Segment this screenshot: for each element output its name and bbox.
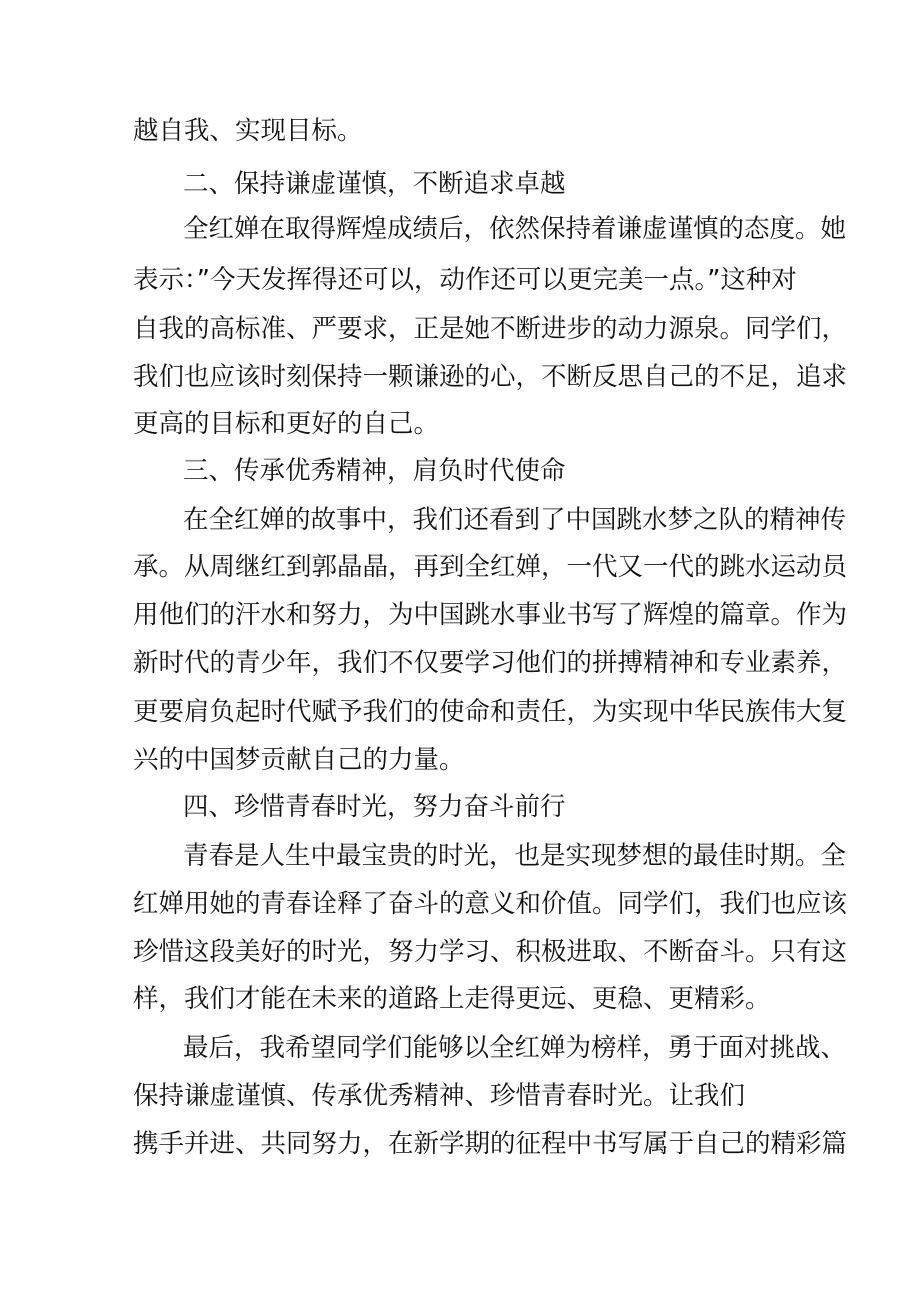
paragraph-line: 我们也应该时刻保持一颗谦逊的心，不断反思自己的不足，追求 <box>133 362 848 392</box>
paragraph-line: 最后，我希望同学们能够以全红婵为榜样，勇于面对挑战、 <box>183 1033 847 1063</box>
paragraph-line: 样，我们才能在未来的道路上走得更远、更稳、更精彩。 <box>133 984 771 1014</box>
paragraph-line: 表示：”今天发挥得还可以，动作还可以更完美一点。”这种对 <box>133 265 797 295</box>
paragraph-line: 珍惜这段美好的时光，努力学习、积极进取、不断奋斗。只有这 <box>133 937 848 967</box>
paragraph-line: 承。从周继红到郭晶晶，再到全红婵，一代又一代的跳水运动员 <box>133 552 848 582</box>
section-heading-2: 二、保持谦虚谨慎，不断追求卓越 <box>183 169 566 199</box>
paragraph-line: 兴的中国梦贡献自己的力量。 <box>133 745 465 775</box>
paragraph-line: 越自我、实现目标。 <box>133 116 363 146</box>
paragraph-line: 保持谦虚谨慎、传承优秀精神、珍惜青春时光。让我们 <box>133 1081 746 1111</box>
paragraph-line: 更要肩负起时代赋予我们的使命和责任，为实现中华民族伟大复 <box>133 697 848 727</box>
paragraph-line: 红婵用她的青春诠释了奋斗的意义和价值。同学们，我们也应该 <box>133 889 848 919</box>
paragraph-line: 全红婵在取得辉煌成绩后，依然保持着谦虚谨慎的态度。她 <box>183 214 847 244</box>
paragraph-line: 在全红婵的故事中，我们还看到了中国跳水梦之队的精神传 <box>183 505 847 535</box>
paragraph-line: 自我的高标准、严要求，正是她不断进步的动力源泉。同学们， <box>133 314 848 344</box>
paragraph-line: 携手并进、共同努力，在新学期的征程中书写属于自己的精彩篇 <box>133 1129 848 1159</box>
paragraph-line: 更高的目标和更好的自己。 <box>133 409 440 439</box>
paragraph-line: 青春是人生中最宝贵的时光，也是实现梦想的最佳时期。全 <box>183 841 847 871</box>
paragraph-line: 用他们的汗水和努力，为中国跳水事业书写了辉煌的篇章。作为 <box>133 600 848 630</box>
section-heading-3: 三、传承优秀精神，肩负时代使命 <box>183 456 566 486</box>
section-heading-4: 四、珍惜青春时光，努力奋斗前行 <box>183 792 566 822</box>
paragraph-line: 新时代的青少年，我们不仅要学习他们的拼搏精神和专业素养， <box>133 648 848 678</box>
